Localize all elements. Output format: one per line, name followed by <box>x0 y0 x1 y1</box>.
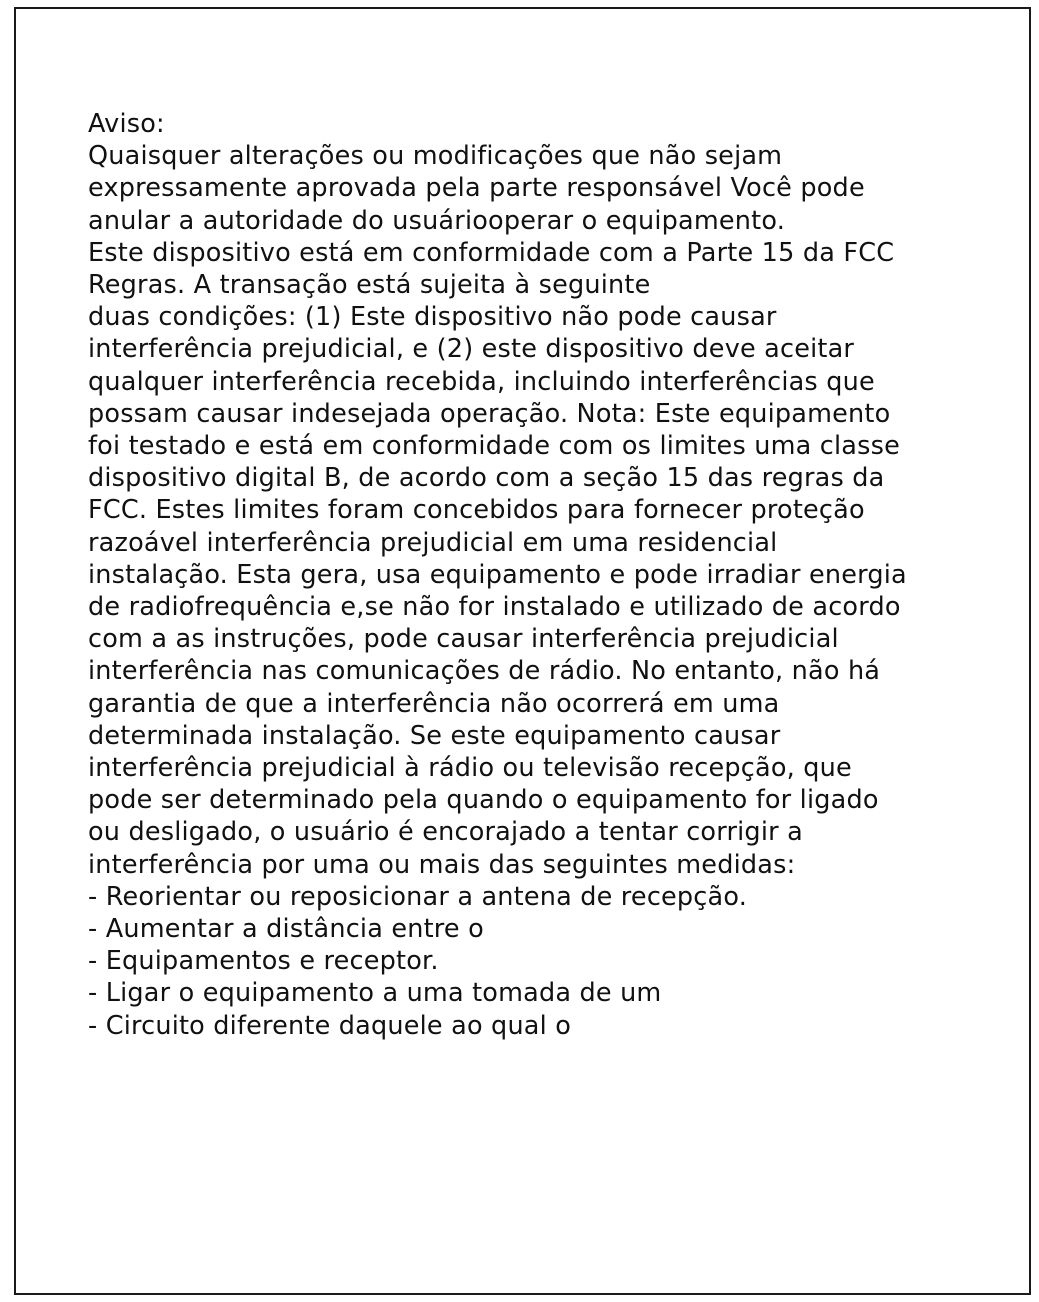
notice-line: ou desligado, o usuário é encorajado a tentar corrigir a <box>88 817 803 848</box>
notice-line: instalação. Esta gera, usa equipamento e pode irradiar energia <box>88 559 907 590</box>
measure-item: - Circuito diferente daquele ao qual o <box>88 1010 572 1041</box>
notice-line: possam causar indesejada operação. Nota: Este equipamento <box>88 398 891 429</box>
notice-line: Este dispositivo está em conformidade com a Parte 15 da FCC <box>88 237 895 268</box>
notice-line: interferência nas comunicações de rádio. No entanto, não há <box>88 656 881 687</box>
notice-line: qualquer interferência recebida, incluindo interferências que <box>88 366 875 397</box>
notice-line: Quaisquer alterações ou modificações que não sejam <box>88 141 783 172</box>
fcc-notice-text <box>88 108 988 1042</box>
notice-line: duas condições: (1) Este dispositivo não pode causar <box>88 302 777 333</box>
measure-item: - Aumentar a distância entre o <box>88 914 484 945</box>
notice-line: com a as instruções, pode causar interferência prejudicial <box>88 624 839 655</box>
notice-line: de radiofrequência e,se não for instalado e utilizado de acordo <box>88 592 901 623</box>
notice-line: interferência prejudicial, e (2) este dispositivo deve aceitar <box>88 334 855 365</box>
measure-item: - Equipamentos e receptor. <box>88 946 439 977</box>
notice-line: pode ser determinado pela quando o equipamento for ligado <box>88 785 879 816</box>
notice-line: razoável interferência prejudicial em uma residencial <box>88 527 778 558</box>
measure-item: - Ligar o equipamento a uma tomada de um <box>88 978 662 1009</box>
measure-item: - Reorientar ou reposicionar a antena de recepção. <box>88 881 748 912</box>
notice-heading: Aviso: <box>88 109 165 139</box>
notice-line: anular a autoridade do usuáriooperar o equipamento. <box>88 205 785 236</box>
notice-line: interferência por uma ou mais das seguintes medidas: <box>88 849 796 880</box>
notice-line: interferência prejudicial à rádio ou televisão recepção, que <box>88 753 852 784</box>
notice-line: Regras. A transação está sujeita à seguinte <box>88 270 651 301</box>
notice-line: dispositivo digital B, de acordo com a seção 15 das regras da <box>88 463 885 494</box>
notice-line: foi testado e está em conformidade com os limites uma classe <box>88 431 900 462</box>
notice-line: expressamente aprovada pela parte responsável Você pode <box>88 173 865 204</box>
notice-line: garantia de que a interferência não ocorrerá em uma <box>88 688 780 719</box>
notice-line: FCC. Estes limites foram concebidos para fornecer proteção <box>88 495 865 526</box>
notice-line: determinada instalação. Se este equipamento causar <box>88 720 781 751</box>
